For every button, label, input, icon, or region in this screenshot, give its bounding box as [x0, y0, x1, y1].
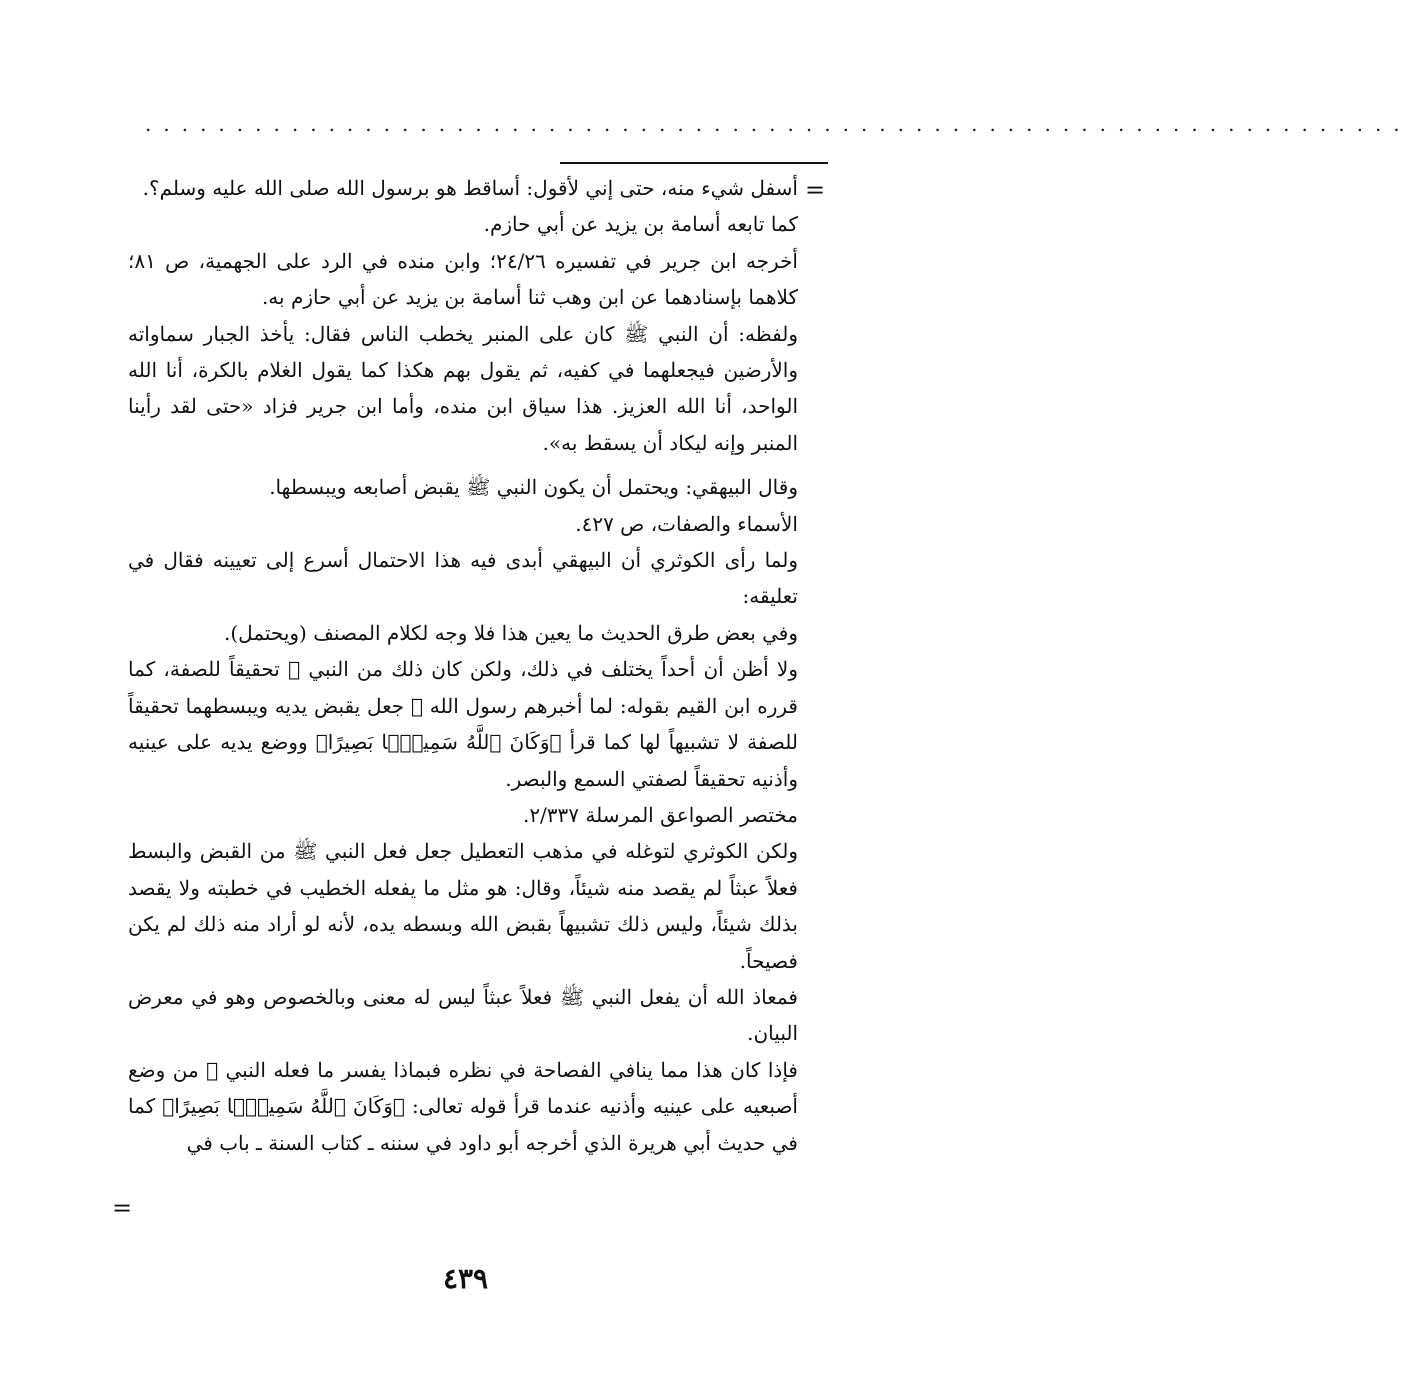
- footnote-body: [128, 170, 798, 1161]
- dotted-separator: .....................................................................: [145, 112, 1412, 136]
- citation: مختصر الصواعق المرسلة ٢/٣٣٧.: [522, 802, 798, 827]
- citation: الأسماء والصفات، ص ٤٢٧.: [575, 511, 798, 536]
- paragraph: فمعاذ الله أن يفعل النبي ﷺ فعلاً عبثاً ليس له معنى وبالخصوص وهو في معرض البيان.: [128, 984, 798, 1046]
- footnote-rule: [560, 162, 828, 164]
- paragraph: ولما رأى الكوثري أن البيهقي أبدى فيه هذا الاحتمال أسرع إلى تعيينه فقال في تعليقه:: [128, 548, 798, 609]
- paragraph: ولا أظن أن أحداً يختلف في ذلك، ولكن كان ذلك من النبي ﷺ تحقيقاً للصفة، كما قرره ابن القيم بقوله: لما أخبرهم رسول الله ﷺ جعل يقبض يديه ويبسطهما تحقيقاً للصفة لا تشبيهاً لها كما قرأ ﴿وَكَانَ ٱللَّهُ سَمِيعًۢا بَصِيرًا﴾ ووضع يديه على عينيه وأذنيه تحقيقاً لصفتي السمع والبصر.: [128, 657, 798, 791]
- continuation-marker-bottom: =: [112, 1194, 133, 1222]
- paragraph: كما تابعه أسامة بن يزيد عن أبي حازم.: [483, 212, 798, 237]
- paragraph: وفي بعض طرق الحديث ما يعين هذا فلا وجه لكلام المصنف (ويحتمل).: [224, 620, 798, 645]
- paragraph: أخرجه ابن جرير في تفسيره ٢٤/٢٦؛ وابن منده في الرد على الجهمية، ص ٨١؛ كلاهما بإسنادهما عن ابن وهب ثنا أسامة بن يزيد عن أبي حازم به.: [128, 248, 798, 310]
- continuation-marker-top: =: [805, 176, 826, 204]
- paragraph: ولفظه: أن النبي ﷺ كان على المنبر يخطب الناس فقال: يأخذ الجبار سماواته والأرضين فيجعلهما في كفيه، ثم يقول بهم هكذا كما يقول الغلام بالكرة، أنا الله الواحد، أنا الله العزيز. هذا سياق ابن منده، وأما ابن جرير فزاد «حتى لقد رأينا المنبر وإنه ليكاد أن يسقط به».: [128, 321, 798, 455]
- paragraph: فإذا كان هذا مما ينافي الفصاحة في نظره فبماذا يفسر ما فعله النبي ﷺ من وضع أصبعيه على عينيه وأذنيه عندما قرأ قوله تعالى: ﴿وَكَانَ ٱللَّهُ سَمِيعًۢا بَصِيرًا﴾ كما في حديث أبي هريرة الذي أخرجه أبو داود في سننه ـ كتاب السنة ـ باب في: [128, 1057, 798, 1155]
- paragraph: ولكن الكوثري لتوغله في مذهب التعطيل جعل فعل النبي ﷺ من القبض والبسط فعلاً عبثاً لم يقصد منه شيئاً، وقال: هو مثل ما يفعله الخطيب في خطبته ولا يقصد بذلك شيئاً، وليس ذلك تشبيهاً بقبض الله وبسطه يده، لأنه لو أراد منه ذلك لم يكن فصيحاً.: [128, 839, 798, 973]
- page-number: ٤٣٩: [442, 1262, 489, 1295]
- paragraph: أسفل شيء منه، حتى إني لأقول: أساقط هو برسول الله صلى الله عليه وسلم؟.: [142, 176, 798, 200]
- paragraph: وقال البيهقي: ويحتمل أن يكون النبي ﷺ يقبض أصابعه ويبسطها.: [269, 475, 798, 500]
